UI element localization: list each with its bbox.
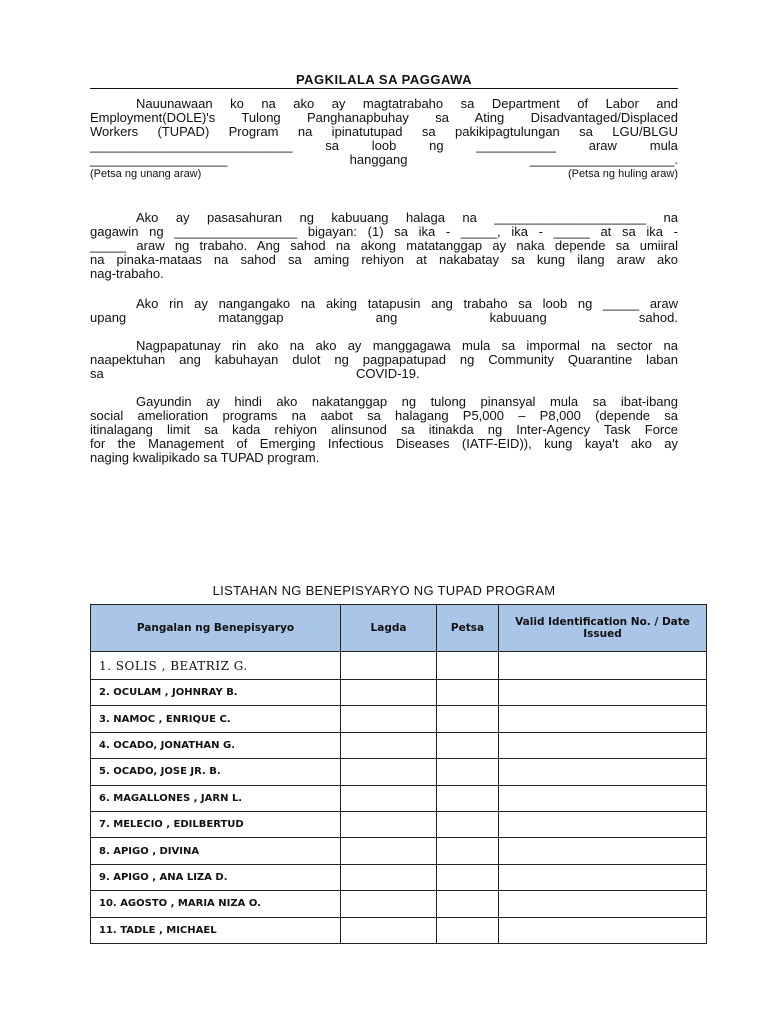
paragraph-4-line-3 xyxy=(90,367,678,381)
word-ng: ng xyxy=(429,138,444,153)
date-cell[interactable] xyxy=(437,732,499,758)
header-lagda: Lagda xyxy=(341,605,437,652)
beneficiary-name: 9. APIGO , ANA LIZA D. xyxy=(91,864,341,890)
table-row xyxy=(91,838,707,864)
valid-id-cell[interactable] xyxy=(499,732,707,758)
signature-cell[interactable] xyxy=(341,864,437,890)
word-matanggap: matanggap xyxy=(218,310,284,325)
word-sa-2: sa xyxy=(90,366,104,381)
beneficiary-name: 1. SOLIS , BEATRIZ G. xyxy=(91,652,341,680)
paragraph-5-line-2: social amelioration programs na aabot sa halagang P5,000 – P8,000 (depende sa xyxy=(90,408,678,423)
beneficiary-name: 8. APIGO , DIVINA xyxy=(91,838,341,864)
paragraph-5-line-3: itinalagang limit sa kada rehiyon alinsunod sa itinakda ng Inter-Agency Task Force xyxy=(90,422,678,437)
valid-id-cell[interactable] xyxy=(499,759,707,785)
date-cell[interactable] xyxy=(437,864,499,890)
paragraph-1-line-2: Employment(DOLE)'s Tulong Panghanapbuhay sa Ating Disadvantaged/Displaced xyxy=(90,110,678,125)
table-row xyxy=(91,785,707,811)
signature-cell[interactable] xyxy=(341,838,437,864)
valid-id-cell[interactable] xyxy=(499,785,707,811)
start-date-blank: ___________________ xyxy=(90,152,228,167)
document-title: PAGKILALA SA PAGGAWA xyxy=(295,72,473,87)
title-underline xyxy=(90,88,678,89)
header-petsa: Petsa xyxy=(437,605,499,652)
signature-cell[interactable] xyxy=(341,891,437,917)
signature-cell[interactable] xyxy=(341,732,437,758)
word-kabuuang: kabuuang xyxy=(489,310,547,325)
paragraph-5-line-5: naging kwalipikado sa TUPAD program. xyxy=(90,450,320,465)
table-header-row xyxy=(91,605,707,652)
beneficiary-table xyxy=(90,604,707,944)
paragraph-2-line-2: gagawin ng _________________ bigayan: (1) sa ika - _____, ika - _____ at sa ika - xyxy=(90,224,678,239)
date-cell[interactable] xyxy=(437,652,499,680)
valid-id-cell[interactable] xyxy=(499,891,707,917)
signature-cell[interactable] xyxy=(341,917,437,943)
paragraph-5 xyxy=(90,395,678,465)
header-name: Pangalan ng Benepisyaryo xyxy=(91,605,341,652)
word-hanggang: hanggang xyxy=(349,152,408,167)
date-cell[interactable] xyxy=(437,891,499,917)
table-row xyxy=(91,680,707,706)
paragraph-1-line-3: Workers (TUPAD) Program na ipinatutupad sa pakikipagtulungan sa LGU/BLGU xyxy=(90,124,678,139)
table-row xyxy=(91,732,707,758)
valid-id-cell[interactable] xyxy=(499,917,707,943)
valid-id-cell[interactable] xyxy=(499,652,707,680)
signature-cell[interactable] xyxy=(341,652,437,680)
date-cell[interactable] xyxy=(437,759,499,785)
paragraph-2-line-3: _____ araw ng trabaho. Ang sahod na akong matatanggap ay naka depende sa umiiral xyxy=(90,238,678,253)
date-cell[interactable] xyxy=(437,811,499,837)
word-sa: sa xyxy=(325,138,339,153)
end-date-blank: ____________________. xyxy=(529,152,678,167)
word-covid: COVID-19. xyxy=(356,366,420,381)
word-sahod: sahod. xyxy=(638,310,678,325)
beneficiary-name: 4. OCADO, JONATHAN G. xyxy=(91,732,341,758)
word-mula: mula xyxy=(649,138,678,153)
paragraph-1-line-4 xyxy=(90,139,678,153)
start-date-caption: (Petsa ng unang araw) xyxy=(90,168,202,180)
valid-id-cell[interactable] xyxy=(499,864,707,890)
paragraph-3-line-1: Ako rin ay nangangako na aking tatapusin ang trabaho sa loob ng _____ araw xyxy=(136,296,678,311)
date-cell[interactable] xyxy=(437,838,499,864)
lgu-blank: ____________________________ xyxy=(90,138,293,153)
beneficiary-name: 7. MELECIO , EDILBERTUD xyxy=(91,811,341,837)
header-valid-id: Valid Identification No. / Date Issued xyxy=(499,605,707,652)
paragraph-4-line-2: naapektuhan ang kabuhayan dulot ng pagpapatupad ng Community Quarantine laban xyxy=(90,352,678,367)
end-date-caption: (Petsa ng huling araw) xyxy=(567,168,678,180)
date-cell[interactable] xyxy=(437,785,499,811)
table-body xyxy=(91,652,707,944)
paragraph-3 xyxy=(90,297,678,325)
table-row xyxy=(91,811,707,837)
days-blank: ___________ xyxy=(476,138,556,153)
paragraph-4 xyxy=(90,339,678,381)
valid-id-cell[interactable] xyxy=(499,680,707,706)
beneficiary-name: 10. AGOSTO , MARIA NIZA O. xyxy=(91,891,341,917)
table-row xyxy=(91,759,707,785)
table-row xyxy=(91,652,707,680)
beneficiary-name: 6. MAGALLONES , JARN L. xyxy=(91,785,341,811)
paragraph-2 xyxy=(90,211,678,281)
signature-cell[interactable] xyxy=(341,706,437,732)
paragraph-2-line-1: Ako ay pasasahuran ng kabuuang halaga na _____________________ na xyxy=(136,210,678,225)
list-heading: LISTAHAN NG BENEPISYARYO NG TUPAD PROGRAM xyxy=(212,583,556,598)
date-cell[interactable] xyxy=(437,917,499,943)
beneficiary-name: 3. NAMOC , ENRIQUE C. xyxy=(91,706,341,732)
table-row xyxy=(91,891,707,917)
paragraph-4-line-1: Nagpapatunay rin ako na ako ay manggagawa mula sa impormal na sector na xyxy=(136,338,678,353)
valid-id-cell[interactable] xyxy=(499,706,707,732)
signature-cell[interactable] xyxy=(341,680,437,706)
beneficiary-name: 5. OCADO, JOSE JR. B. xyxy=(91,759,341,785)
word-loob: loob xyxy=(371,138,397,153)
table-row xyxy=(91,917,707,943)
table-row xyxy=(91,864,707,890)
paragraph-2-line-5: nag-trabaho. xyxy=(90,266,164,281)
paragraph-2-line-4: na pinaka-mataas na sahod sa aming rehiyon at nakabatay sa kung ilang araw ako xyxy=(90,252,678,267)
word-ang: ang xyxy=(375,310,398,325)
date-cell[interactable] xyxy=(437,680,499,706)
table-row xyxy=(91,706,707,732)
paragraph-1 xyxy=(90,97,678,181)
signature-cell[interactable] xyxy=(341,785,437,811)
signature-cell[interactable] xyxy=(341,811,437,837)
paragraph-3-line-2 xyxy=(90,311,678,325)
beneficiary-name: 2. OCULAM , JOHNRAY B. xyxy=(91,680,341,706)
word-araw: araw xyxy=(588,138,617,153)
paragraph-1-line-6 xyxy=(90,167,678,181)
paragraph-5-line-4: for the Management of Emerging Infectious Diseases (IATF-EID)), kung kaya't ako ay xyxy=(90,436,678,451)
signature-cell[interactable] xyxy=(341,759,437,785)
valid-id-cell[interactable] xyxy=(499,838,707,864)
beneficiary-name: 11. TADLE , MICHAEL xyxy=(91,917,341,943)
valid-id-cell[interactable] xyxy=(499,811,707,837)
paragraph-1-line-5 xyxy=(90,153,678,167)
word-upang: upang xyxy=(90,310,127,325)
date-cell[interactable] xyxy=(437,706,499,732)
paragraph-5-line-1: Gayundin ay hindi ako nakatanggap ng tulong pinansyal mula sa ibat-ibang xyxy=(136,394,678,409)
paragraph-1-line-1: Nauunawaan ko na ako ay magtatrabaho sa Department of Labor and xyxy=(136,96,678,111)
